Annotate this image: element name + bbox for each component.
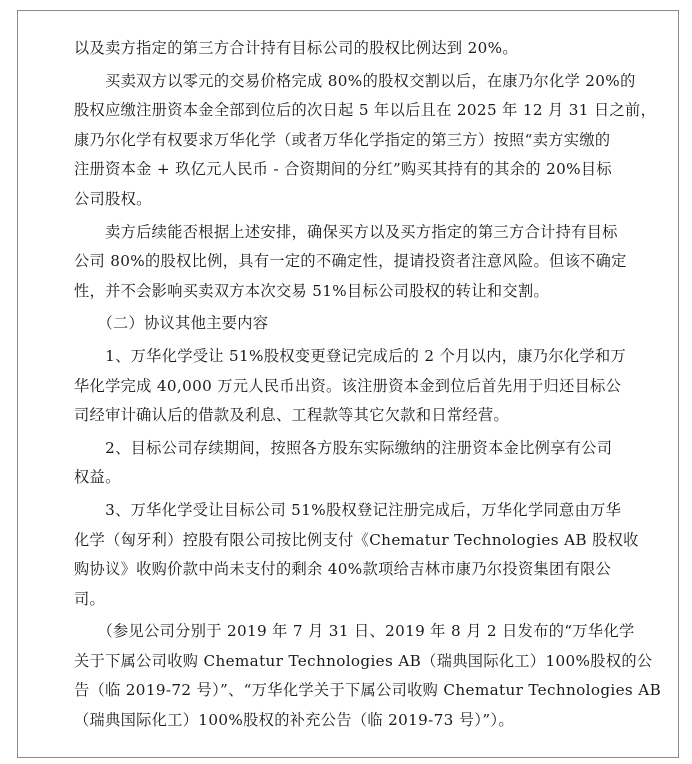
text-line: 司经审计确认后的借款及利息、工程款等其它欠款和日常经营。 [74,406,510,425]
paragraph-p7 [74,496,660,614]
text-line: 公司 80%的股权比例，具有一定的不确定性，提请投资者注意风险。但该不确定 [74,252,627,271]
text-line: 权益。 [74,468,121,487]
text-line: 注册资本金 + 玖亿元人民币 - 合资期间的分红”购买其持有的其余的 20%目标 [74,160,612,179]
text-line: 卖方后续能否根据上述安排，确保买方以及买方指定的第三方合计持有目标 [74,222,618,241]
text-line: 告（临 2019-72 号）”、“万华化学关于下属公司收购 Chematur Technologies AB [74,681,662,700]
text-line: 司。 [74,589,106,608]
text-line: 买卖双方以零元的交易价格完成 80%的股权交割以后，在康乃尔化学 20%的 [74,71,636,90]
text-line: 性，并不会影响买卖双方本次交易 51%目标公司股权的转让和交割。 [74,281,550,300]
paragraph-p4 [74,309,660,339]
paragraph-p5 [74,342,660,431]
text-line: （二）协议其他主要内容 [74,314,269,333]
text-line: 康乃尔化学有权要求万华化学（或者万华化学指定的第三方）按照“卖方实缴的 [74,130,611,149]
text-line: 购协议》收购价款中尚未支付的剩余 40%款项给吉林市康乃尔投资集团有限公 [74,560,612,579]
document-body [74,34,660,736]
text-line: 公司股权。 [74,189,152,208]
paragraph-p8 [74,617,660,735]
text-line: 以及卖方指定的第三方合计持有目标公司的股权比例达到 20%。 [74,39,518,57]
text-line: 股权应缴注册资本金全部到位后的次日起 5 年以后且在 2025 年 12 月 31 日之前， [74,101,657,120]
paragraph-p3 [74,218,660,307]
paragraph-p2 [74,67,660,215]
paragraph-p1 [74,34,660,64]
text-line: 华化学完成 40,000 万元人民币出资。该注册资本金到位后首先用于归还目标公 [74,376,622,395]
paragraph-p6 [74,434,660,493]
text-line: （参见公司分别于 2019 年 7 月 31 日、2019 年 8 月 2 日发布的“万华化学 [74,622,635,641]
text-line: 化学（匈牙利）控股有限公司按比例支付《Chematur Technologies AB 股权收 [74,530,639,549]
text-line: （瑞典国际化工）100%股权的补充公告（临 2019-73 号）”）。 [74,711,514,730]
text-line: 3、万华化学受让目标公司 51%股权登记注册完成后，万华化学同意由万华 [74,500,622,519]
document-page [17,10,679,758]
text-line: 关于下属公司收购 Chematur Technologies AB（瑞典国际化工）100%股权的公 [74,651,653,670]
text-line: 2、目标公司存续期间，按照各方股东实际缴纳的注册资本金比例享有公司 [74,438,613,457]
text-line: 1、万华化学受让 51%股权变更登记完成后的 2 个月以内，康乃尔化学和万 [74,346,627,365]
